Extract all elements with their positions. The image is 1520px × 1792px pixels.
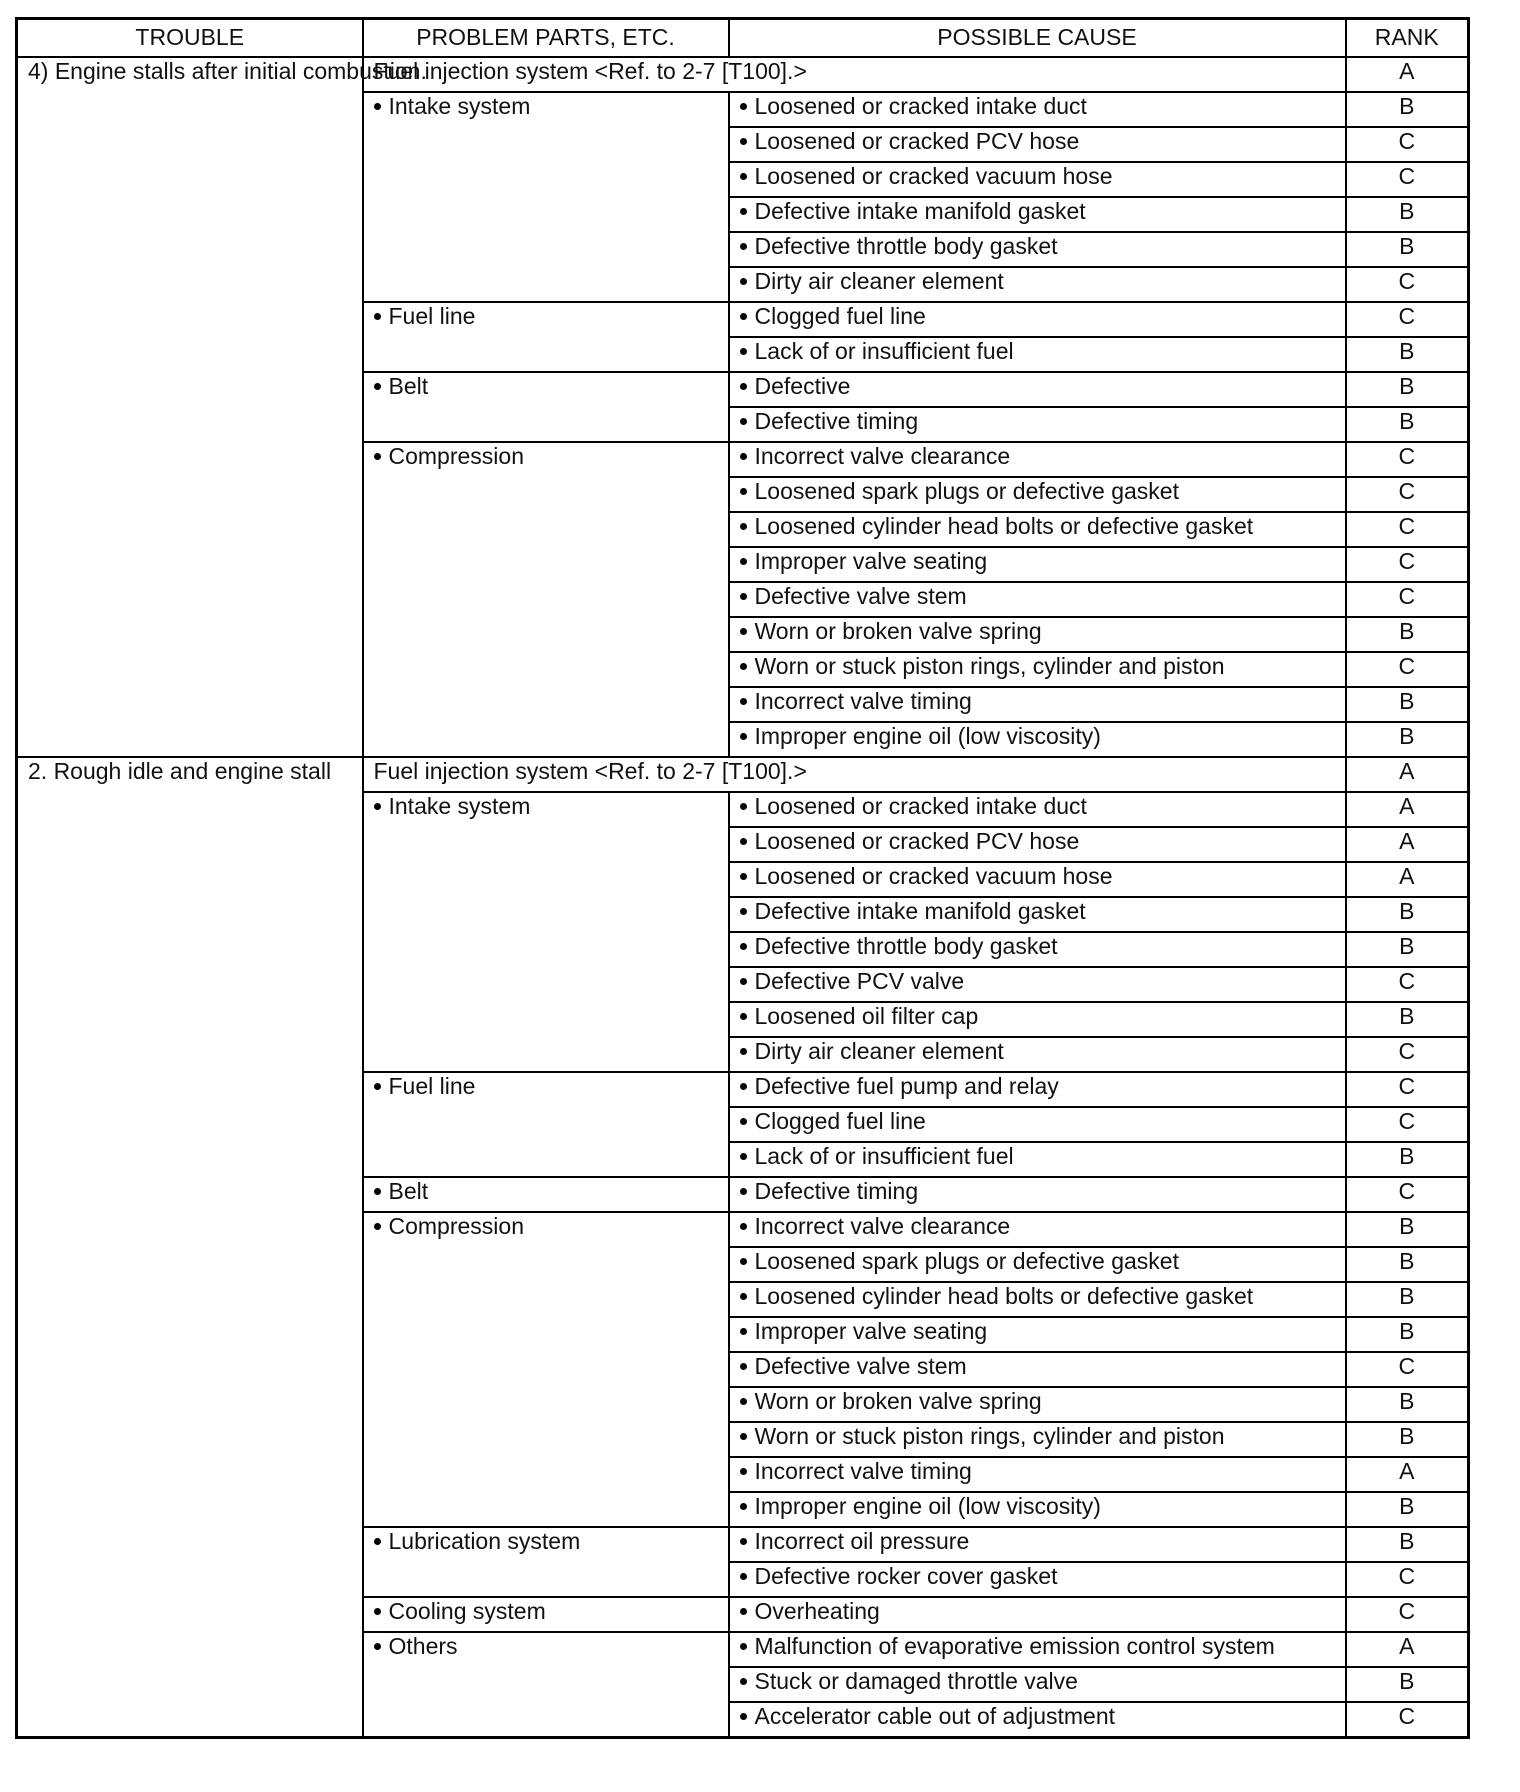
possible-cause <box>729 582 1346 617</box>
bullet-icon <box>740 1398 747 1405</box>
rank-value: C <box>1346 1562 1469 1597</box>
possible-cause-label: Worn or broken valve spring <box>754 1388 1042 1414</box>
possible-cause <box>729 477 1346 512</box>
possible-cause-label: Worn or stuck piston rings, cylinder and piston <box>754 1423 1225 1449</box>
bullet-icon <box>740 698 747 705</box>
rank-value: C <box>1346 1177 1469 1212</box>
possible-cause <box>729 442 1346 477</box>
fuel-injection-ref: Fuel injection system <Ref. to 2-7 [T100].> <box>363 757 1346 792</box>
rank-value: B <box>1346 1492 1469 1527</box>
rank-value: B <box>1346 1212 1469 1247</box>
bullet-icon <box>374 103 381 110</box>
possible-cause-label: Dirty air cleaner element <box>754 268 1004 294</box>
bullet-icon <box>740 138 747 145</box>
bullet-icon <box>374 1083 381 1090</box>
bullet-icon <box>740 1608 747 1615</box>
possible-cause-label: Defective throttle body gasket <box>754 233 1058 259</box>
bullet-icon <box>740 453 747 460</box>
problem-part-label: Fuel line <box>388 303 476 329</box>
bullet-icon <box>374 803 381 810</box>
possible-cause-label: Incorrect valve clearance <box>754 443 1011 469</box>
rank-value: B <box>1346 722 1469 757</box>
possible-cause <box>729 1632 1346 1667</box>
problem-part <box>363 792 729 1072</box>
problem-part-label: Cooling system <box>388 1598 546 1624</box>
rank-value: C <box>1346 1352 1469 1387</box>
bullet-icon <box>740 1328 747 1335</box>
rank-value: B <box>1346 407 1469 442</box>
possible-cause-label: Loosened oil filter cap <box>754 1003 979 1029</box>
possible-cause-label: Loosened spark plugs or defective gasket <box>754 478 1179 504</box>
possible-cause <box>729 1247 1346 1282</box>
bullet-icon <box>740 523 747 530</box>
possible-cause <box>729 1177 1346 1212</box>
possible-cause <box>729 722 1346 757</box>
problem-part <box>363 442 729 757</box>
possible-cause <box>729 1212 1346 1247</box>
possible-cause <box>729 197 1346 232</box>
troubleshooting-table <box>15 17 1470 1739</box>
possible-cause <box>729 92 1346 127</box>
bullet-icon <box>374 313 381 320</box>
rank-value: A <box>1346 57 1469 92</box>
problem-part <box>363 1177 729 1212</box>
possible-cause-label: Loosened or cracked intake duct <box>754 793 1087 819</box>
possible-cause-label: Defective PCV valve <box>754 968 965 994</box>
possible-cause-label: Worn or broken valve spring <box>754 618 1042 644</box>
bullet-icon <box>374 1538 381 1545</box>
rank-value: C <box>1346 582 1469 617</box>
possible-cause <box>729 1282 1346 1317</box>
bullet-icon <box>740 838 747 845</box>
bullet-icon <box>740 1048 747 1055</box>
rank-value: C <box>1346 1107 1469 1142</box>
possible-cause-label: Defective timing <box>754 1178 919 1204</box>
bullet-icon <box>740 1293 747 1300</box>
possible-cause <box>729 1317 1346 1352</box>
bullet-icon <box>740 1083 747 1090</box>
possible-cause-label: Loosened or cracked PCV hose <box>754 128 1080 154</box>
possible-cause-label: Loosened cylinder head bolts or defective gasket <box>754 513 1254 539</box>
rank-value: C <box>1346 1072 1469 1107</box>
problem-part <box>363 1632 729 1738</box>
rank-value: B <box>1346 1667 1469 1702</box>
rank-value: C <box>1346 127 1469 162</box>
possible-cause-label: Defective valve stem <box>754 1353 967 1379</box>
bullet-icon <box>740 733 747 740</box>
problem-part-label: Intake system <box>388 93 531 119</box>
possible-cause <box>729 932 1346 967</box>
rank-value: B <box>1346 1247 1469 1282</box>
possible-cause <box>729 1667 1346 1702</box>
possible-cause <box>729 232 1346 267</box>
possible-cause-label: Incorrect valve clearance <box>754 1213 1011 1239</box>
problem-part <box>363 1072 729 1177</box>
bullet-icon <box>740 908 747 915</box>
rank-value: C <box>1346 652 1469 687</box>
bullet-icon <box>740 278 747 285</box>
possible-cause-label: Clogged fuel line <box>754 303 926 329</box>
bullet-icon <box>740 1153 747 1160</box>
rank-value: C <box>1346 1597 1469 1632</box>
rank-value: B <box>1346 1527 1469 1562</box>
possible-cause <box>729 652 1346 687</box>
bullet-icon <box>740 1118 747 1125</box>
possible-cause <box>729 407 1346 442</box>
table-row <box>17 57 1469 92</box>
bullet-icon <box>740 593 747 600</box>
rank-value: C <box>1346 267 1469 302</box>
possible-cause-label: Defective fuel pump and relay <box>754 1073 1059 1099</box>
possible-cause <box>729 1072 1346 1107</box>
bullet-icon <box>740 628 747 635</box>
fuel-injection-ref: Fuel injection system <Ref. to 2-7 [T100].> <box>363 57 1346 92</box>
rank-value: A <box>1346 1457 1469 1492</box>
possible-cause-label: Loosened or cracked vacuum hose <box>754 163 1113 189</box>
problem-part <box>363 1527 729 1597</box>
possible-cause-label: Malfunction of evaporative emission control system <box>754 1633 1275 1659</box>
possible-cause-label: Defective throttle body gasket <box>754 933 1058 959</box>
bullet-icon <box>740 1678 747 1685</box>
bullet-icon <box>740 173 747 180</box>
possible-cause-label: Loosened spark plugs or defective gasket <box>754 1248 1179 1274</box>
bullet-icon <box>740 1503 747 1510</box>
bullet-icon <box>740 873 747 880</box>
possible-cause <box>729 967 1346 1002</box>
rank-value: A <box>1346 792 1469 827</box>
rank-value: B <box>1346 372 1469 407</box>
possible-cause <box>729 512 1346 547</box>
possible-cause-label: Defective <box>754 373 851 399</box>
possible-cause <box>729 1527 1346 1562</box>
rank-value: B <box>1346 1282 1469 1317</box>
header-rank: RANK <box>1346 19 1469 58</box>
bullet-icon <box>740 1713 747 1720</box>
trouble-label: 4) Engine stalls after initial combustion. <box>17 57 363 757</box>
rank-value: B <box>1346 617 1469 652</box>
rank-value: A <box>1346 862 1469 897</box>
possible-cause <box>729 1422 1346 1457</box>
bullet-icon <box>740 943 747 950</box>
rank-value: B <box>1346 197 1469 232</box>
problem-part <box>363 372 729 442</box>
possible-cause-label: Stuck or damaged throttle valve <box>754 1668 1078 1694</box>
possible-cause <box>729 617 1346 652</box>
header-possible-cause: POSSIBLE CAUSE <box>729 19 1346 58</box>
bullet-icon <box>740 348 747 355</box>
possible-cause-label: Improper engine oil (low viscosity) <box>754 1493 1101 1519</box>
bullet-icon <box>740 978 747 985</box>
possible-cause <box>729 547 1346 582</box>
bullet-icon <box>740 1573 747 1580</box>
header-trouble: TROUBLE <box>17 19 363 58</box>
bullet-icon <box>374 1643 381 1650</box>
possible-cause <box>729 862 1346 897</box>
bullet-icon <box>374 1608 381 1615</box>
bullet-icon <box>740 418 747 425</box>
possible-cause-label: Accelerator cable out of adjustment <box>754 1703 1116 1729</box>
rank-value: C <box>1346 512 1469 547</box>
possible-cause-label: Improper valve seating <box>754 1318 988 1344</box>
problem-part-label: Belt <box>388 373 429 399</box>
bullet-icon <box>740 1223 747 1230</box>
rank-value: C <box>1346 302 1469 337</box>
possible-cause-label: Loosened or cracked vacuum hose <box>754 863 1113 889</box>
bullet-icon <box>740 1643 747 1650</box>
table-body <box>17 57 1469 1738</box>
problem-part <box>363 1212 729 1527</box>
possible-cause <box>729 1457 1346 1492</box>
possible-cause-label: Dirty air cleaner element <box>754 1038 1004 1064</box>
possible-cause-label: Loosened or cracked PCV hose <box>754 828 1080 854</box>
rank-value: A <box>1346 1632 1469 1667</box>
bullet-icon <box>740 558 747 565</box>
possible-cause-label: Overheating <box>754 1598 880 1624</box>
possible-cause-label: Loosened or cracked intake duct <box>754 93 1087 119</box>
possible-cause <box>729 792 1346 827</box>
bullet-icon <box>740 1433 747 1440</box>
rank-value: B <box>1346 232 1469 267</box>
bullet-icon <box>740 1468 747 1475</box>
problem-part-label: Compression <box>388 1213 524 1239</box>
possible-cause <box>729 127 1346 162</box>
rank-value: B <box>1346 1002 1469 1037</box>
bullet-icon <box>740 103 747 110</box>
bullet-icon <box>740 1188 747 1195</box>
possible-cause <box>729 1492 1346 1527</box>
header-row <box>17 19 1469 58</box>
rank-value: B <box>1346 687 1469 722</box>
rank-value: B <box>1346 897 1469 932</box>
rank-value: B <box>1346 1317 1469 1352</box>
possible-cause <box>729 1702 1346 1738</box>
possible-cause-label: Lack of or insufficient fuel <box>754 1143 1014 1169</box>
bullet-icon <box>740 383 747 390</box>
rank-value: B <box>1346 337 1469 372</box>
table-row <box>17 757 1469 792</box>
rank-value: C <box>1346 547 1469 582</box>
header-problem-parts: PROBLEM PARTS, ETC. <box>363 19 729 58</box>
rank-value: B <box>1346 1422 1469 1457</box>
problem-part-label: Fuel line <box>388 1073 476 1099</box>
rank-value: B <box>1346 1142 1469 1177</box>
rank-value: A <box>1346 757 1469 792</box>
bullet-icon <box>740 663 747 670</box>
possible-cause <box>729 267 1346 302</box>
bullet-icon <box>740 243 747 250</box>
possible-cause-label: Defective intake manifold gasket <box>754 898 1086 924</box>
possible-cause-label: Improper engine oil (low viscosity) <box>754 723 1101 749</box>
possible-cause-label: Defective timing <box>754 408 919 434</box>
possible-cause-label: Worn or stuck piston rings, cylinder and piston <box>754 653 1225 679</box>
possible-cause-label: Defective valve stem <box>754 583 967 609</box>
rank-value: C <box>1346 162 1469 197</box>
rank-value: B <box>1346 932 1469 967</box>
possible-cause <box>729 897 1346 932</box>
troubleshooting-sheet <box>15 17 1467 1775</box>
bullet-icon <box>740 488 747 495</box>
possible-cause <box>729 1387 1346 1422</box>
bullet-icon <box>374 383 381 390</box>
possible-cause <box>729 337 1346 372</box>
problem-part-label: Others <box>388 1633 458 1659</box>
possible-cause-label: Incorrect oil pressure <box>754 1528 970 1554</box>
rank-value: C <box>1346 1702 1469 1738</box>
bullet-icon <box>740 1013 747 1020</box>
possible-cause-label: Incorrect valve timing <box>754 688 972 714</box>
problem-part-label: Lubrication system <box>388 1528 581 1554</box>
bullet-icon <box>374 1188 381 1195</box>
problem-part-label: Intake system <box>388 793 531 819</box>
problem-part <box>363 302 729 372</box>
possible-cause <box>729 1142 1346 1177</box>
possible-cause <box>729 302 1346 337</box>
rank-value: A <box>1346 827 1469 862</box>
possible-cause-label: Incorrect valve timing <box>754 1458 972 1484</box>
bullet-icon <box>740 1258 747 1265</box>
problem-part <box>363 92 729 302</box>
bullet-icon <box>374 453 381 460</box>
problem-part-label: Belt <box>388 1178 429 1204</box>
possible-cause-label: Defective intake manifold gasket <box>754 198 1086 224</box>
possible-cause <box>729 1037 1346 1072</box>
rank-value: B <box>1346 92 1469 127</box>
possible-cause-label: Lack of or insufficient fuel <box>754 338 1014 364</box>
bullet-icon <box>374 1223 381 1230</box>
bullet-icon <box>740 313 747 320</box>
rank-value: B <box>1346 1387 1469 1422</box>
possible-cause <box>729 687 1346 722</box>
possible-cause-label: Improper valve seating <box>754 548 988 574</box>
possible-cause <box>729 1107 1346 1142</box>
possible-cause-label: Clogged fuel line <box>754 1108 926 1134</box>
bullet-icon <box>740 803 747 810</box>
possible-cause <box>729 827 1346 862</box>
problem-part <box>363 1597 729 1632</box>
bullet-icon <box>740 1363 747 1370</box>
bullet-icon <box>740 208 747 215</box>
possible-cause <box>729 372 1346 407</box>
possible-cause <box>729 1597 1346 1632</box>
trouble-label: 2. Rough idle and engine stall <box>17 757 363 1738</box>
rank-value: C <box>1346 1037 1469 1072</box>
possible-cause-label: Loosened cylinder head bolts or defective gasket <box>754 1283 1254 1309</box>
bullet-icon <box>740 1538 747 1545</box>
rank-value: C <box>1346 967 1469 1002</box>
possible-cause <box>729 1562 1346 1597</box>
rank-value: C <box>1346 442 1469 477</box>
problem-part-label: Compression <box>388 443 524 469</box>
rank-value: C <box>1346 477 1469 512</box>
possible-cause <box>729 162 1346 197</box>
possible-cause <box>729 1352 1346 1387</box>
possible-cause <box>729 1002 1346 1037</box>
possible-cause-label: Defective rocker cover gasket <box>754 1563 1058 1589</box>
